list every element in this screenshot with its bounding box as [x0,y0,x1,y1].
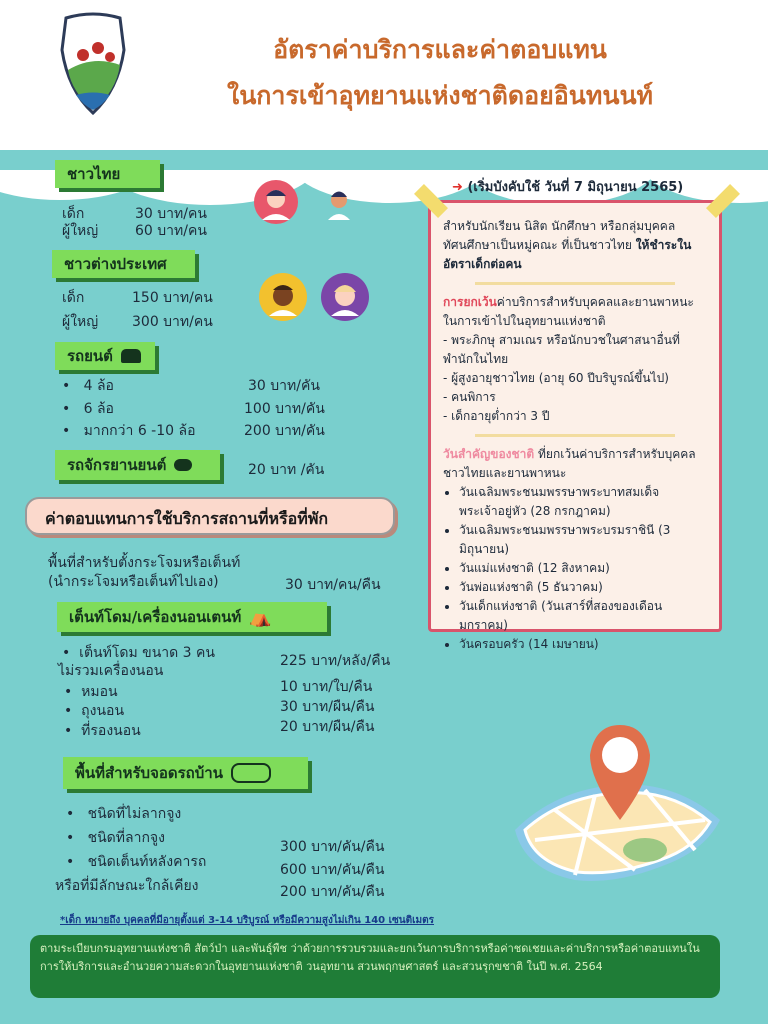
caravan-item-3: • ชนิดเต็นท์หลังคารถ [66,854,207,870]
holiday-item: • วันเฉลิมพระชนมพรรษาพระบาทสมเด็จพระเจ้าอยู่หัว (28 กรกฎาคม) [459,483,707,521]
holiday-item: • วันพ่อแห่งชาติ (5 ธันวาคม) [459,578,707,597]
pillow-item: • หมอน [64,684,118,700]
foreign-child-label: เด็ก [62,290,85,306]
motorcycle-label [55,450,220,480]
students-note-text: สำหรับนักเรียน นิสิต นักศึกษา หรือกลุ่มบุคคลทัศนศึกษาเป็นหมู่คณะ ที่เป็นชาวไทย [443,219,676,252]
foreign-adult-price: 300 บาท/คน [132,314,213,330]
holiday-heading-text: ที่ยกเว้นค่าบริการสำหรับบุคคลชาวไทยและยานพาหนะ [443,447,696,480]
car-type: 4 ล้อ [83,378,114,394]
item-name: ชนิดที่ลากจูง [87,830,165,846]
car-row-1-type: • 4 ล้อ [62,378,114,394]
car-label [55,342,155,370]
exemption-highlight: การยกเว้น [443,295,497,309]
title-line-2: ในการเข้าอุทยานแห่งชาติดอยอินทนนท์ [226,81,654,110]
car-row-2-type: • 6 ล้อ [62,401,114,417]
caravan-icon [231,763,271,783]
holiday-item: • วันครอบครัว (14 เมษายน) [459,635,707,654]
car-row-3-type: • มากกว่า 6 -10 ล้อ [62,423,196,439]
tent-label-text: เต็นท์โดม/เครื่องนอนเตนท์ [69,608,242,626]
sleeping-bag-item: • ถุงนอน [64,703,125,719]
exempt-item: - ผู้สูงอายุชาวไทย (อายุ 60 ปีบริบูรณ์ขึ้นไป) [443,371,669,385]
item-name: หมอน [81,684,118,700]
title-line-1: อัตราค่าบริการและค่าตอบแทน [273,35,607,64]
footnote: *เด็ก หมายถึง บุคคลที่มีอายุตั้งแต่ 3-14 บริบูรณ์ หรือมีความสูงไม่เกิน 140 เซนติเมตร [60,915,435,926]
camp-area-price: 30 บาท/คน/คืน [285,577,381,593]
tent-item-1-line-2: ไม่รวมเครื่องนอน [58,663,164,679]
holiday-heading [443,445,707,483]
motorcycle-icon [174,459,192,471]
camp-area-line-2: (นำกระโจมหรือเต็นท์ไปเอง) [48,574,219,590]
holiday-item: • วันเด็กแห่งชาติ (วันเสาร์ที่สองของเดือนมกราคม) [459,597,707,635]
car-type: 6 ล้อ [83,401,114,417]
sleeping-bag-price: 30 บาท/ผืน/คืน [280,699,375,715]
park-logo [58,10,128,115]
thai-label: ชาวไทย [55,160,160,188]
car-icon [121,349,141,363]
caravan-price-2: 600 บาท/คัน/คืน [280,862,385,878]
thai-adult-label: ผู้ใหญ่ [62,223,99,239]
car-row-3-price: 200 บาท/คัน [244,423,325,439]
item-name: ชนิดที่ไม่ลากจูง [87,806,182,822]
students-note [443,217,707,274]
foreign-adult-label: ผู้ใหญ่ [62,314,99,330]
exemption-heading-text: ค่าบริการสำหรับบุคคลและยานพาหนะในการเข้าไปในอุทยานแห่งชาติ [443,295,694,328]
holiday-highlight: วันสำคัญของชาติ [443,447,535,461]
tent-item-1-price: 225 บาท/หลัง/คืน [280,653,391,669]
motorcycle-price: 20 บาท /คัน [248,462,325,478]
item-name: ชนิดเต็นท์หลังคารถ [87,854,207,870]
foreign-label: ชาวต่างประเทศ [52,250,195,278]
item-name: ที่รองนอน [81,723,141,739]
arrow-right-icon: ➜ [452,180,463,195]
foreign-child-price: 150 บาท/คน [132,290,213,306]
thai-adult-price: 60 บาท/คน [135,223,207,239]
exempt-item: - คนพิการ [443,390,496,404]
exempt-item: - เด็กอายุต่ำกว่า 3 ปี [443,409,550,423]
caravan-item-3-line-2: หรือที่มีลักษณะใกล้เคียง [55,878,199,894]
lodging-title: ค่าตอบแทนการใช้บริการสถานที่หรือที่พัก [25,497,395,535]
caravan-label [63,757,308,789]
thai-child-label: เด็ก [62,206,85,222]
exemption-heading [443,293,707,331]
camp-area-line-1: พื้นที่สำหรับตั้งกระโจมหรือเต็นท์ [48,555,241,571]
car-row-2-price: 100 บาท/คัน [244,401,325,417]
map-pin-illustration [495,690,755,890]
thai-avatars-icon [252,180,372,230]
sleeping-pad-item: • ที่รองนอน [64,723,141,739]
regulation-footer: ตามระเบียบกรมอุทยานแห่งชาติ สัตว์ป่า และพันธุ์พืช ว่าด้วยการรวบรวมและยกเว้นการบริการหรือค่าชดเชยและค่าบริการหรือค่าตอบแทนในการให้บริการและอำนวยความสะดวกในอุทยานแห่งชาติ วนอุทยาน สวนพฤกษศาสตร์ และสวนรุกขชาติ ในปี พ.ศ. 2564 [30,935,720,998]
tent-label [57,602,327,632]
divider [475,282,675,285]
thai-child-price: 30 บาท/คน [135,206,207,222]
tent-icon: ⛺ [249,606,272,628]
exempt-item: - พระภิกษุ สามเณร หรือนักบวชในศาสนาอื่นที่พำนักในไทย [443,333,680,366]
car-label-text: รถยนต์ [67,347,113,365]
foreign-avatars-icon [258,272,374,324]
divider [475,434,675,437]
caravan-item-1: • ชนิดที่ไม่ลากจูง [66,806,182,822]
item-name: ถุงนอน [81,703,125,719]
caravan-price-3: 200 บาท/คัน/คืน [280,884,385,900]
effective-date-text: (เริ่มบังคับใช้ วันที่ 7 มิถุนายน 2565) [467,180,684,195]
holiday-item: • วันแม่แห่งชาติ (12 สิงหาคม) [459,559,707,578]
tent-item-name: เต็นท์โดม ขนาด 3 คน [79,645,215,661]
car-type: มากกว่า 6 -10 ล้อ [83,423,196,439]
pillow-price: 10 บาท/ใบ/คืน [280,679,373,695]
students-note-bold: ให้ชำระในอัตราเด็กต่อคน [443,238,692,271]
motorcycle-label-text: รถจักรยานยนต์ [67,456,167,474]
tent-item-1-line-1: • เต็นท์โดม ขนาด 3 คน [62,645,215,661]
caravan-item-2: • ชนิดที่ลากจูง [66,830,165,846]
sleeping-pad-price: 20 บาท/ผืน/คืน [280,719,375,735]
caravan-price-1: 300 บาท/คัน/คืน [280,839,385,855]
effective-date [452,176,683,197]
holiday-item: • วันเฉลิมพระชนมพรรษาพระบรมราชินี (3 มิถุนายน) [459,521,707,559]
caravan-label-text: พื้นที่สำหรับจอดรถบ้าน [75,764,223,782]
car-row-1-price: 30 บาท/คัน [248,378,320,394]
exemption-note [428,200,722,651]
